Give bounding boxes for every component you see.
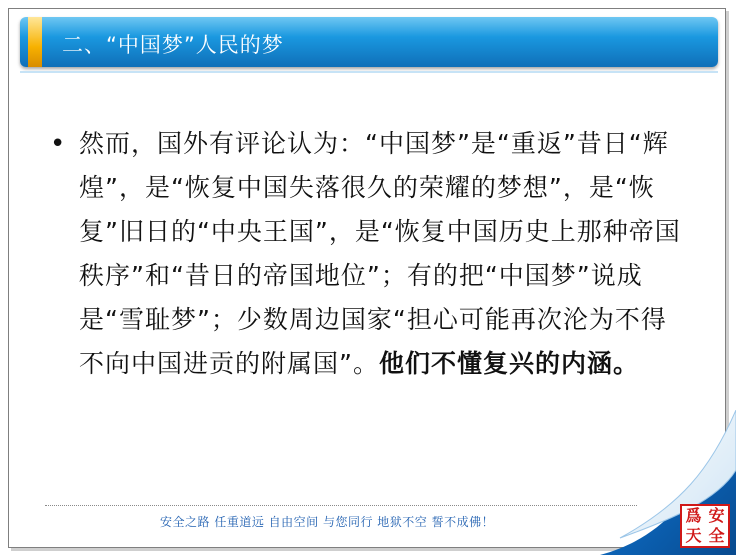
footer-divider <box>45 505 637 506</box>
stamp-char: 全 <box>708 526 725 545</box>
stamp-char: 天 <box>685 526 702 545</box>
slide-title: 二、“中国梦”人民的梦 <box>62 33 284 57</box>
title-underline <box>20 71 718 73</box>
footer-slogan: 安全之路 任重道远 自由空间 与您同行 地狱不空 誓不成佛！ <box>160 515 495 529</box>
red-seal-stamp <box>680 504 730 548</box>
stamp-char: 安 <box>708 506 725 525</box>
bullet-text <box>79 122 681 386</box>
stamp-char: 爲 <box>685 506 702 525</box>
bullet-text-normal: 然而，国外有评论认为：“中国梦”是“重返”昔日“辉煌”，是“恢复中国失落很久的荣耀的梦想”，是“恢复”旧日的“中央王国”，是“恢复中国历史上那种帝国秩序”和“昔日的帝国地位”；有的把“中国梦”说成是“雪耻梦”；少数周边国家“担心可能再次沦为不得不向中国进贡的附属国”。 <box>79 129 681 378</box>
bullet-text-bold: 他们不懂复兴的内涵。 <box>378 349 639 378</box>
bullet-marker: • <box>50 129 66 159</box>
title-accent-bar <box>28 17 42 67</box>
